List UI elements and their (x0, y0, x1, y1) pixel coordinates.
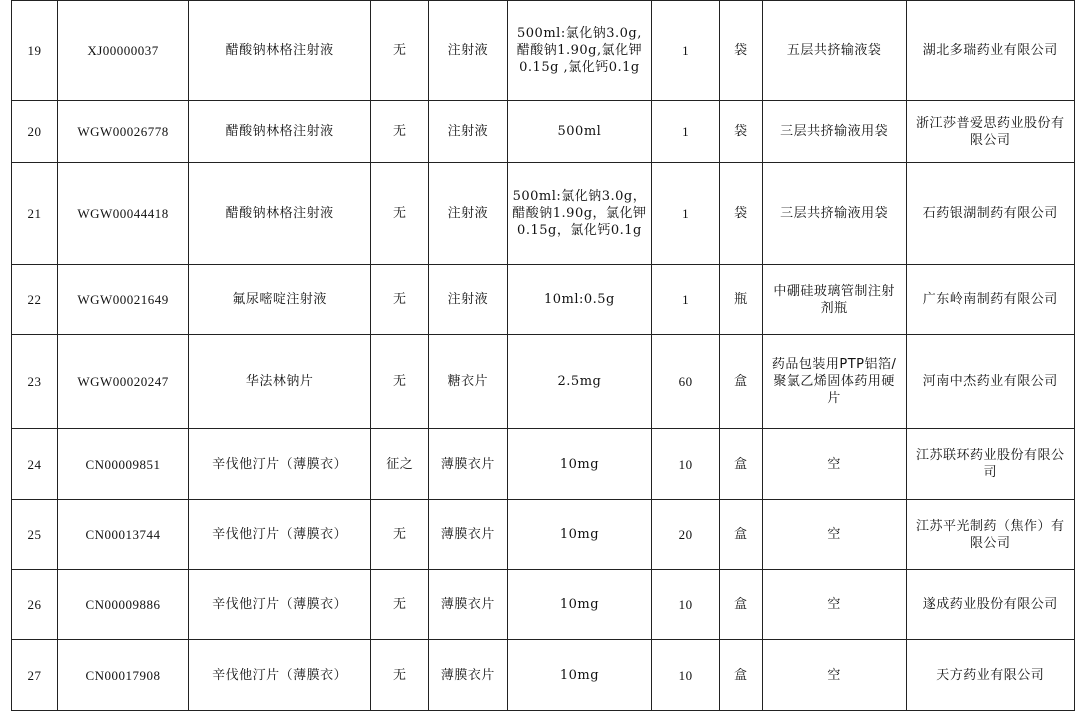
dosage-form-cell: 薄膜衣片 (429, 570, 507, 640)
drug-code-cell: WGW00026778 (58, 101, 189, 163)
trade-name-cell: 无 (371, 101, 429, 163)
unit-cell: 盒 (719, 429, 762, 500)
drug-name-cell: 辛伐他汀片（薄膜衣） (188, 570, 370, 640)
quantity-cell: 10 (652, 640, 720, 711)
packaging-cell: 空 (762, 500, 906, 570)
drug-catalog-table (11, 0, 1075, 711)
quantity-cell: 60 (652, 335, 720, 429)
unit-cell: 袋 (719, 101, 762, 163)
drug-name-cell: 醋酸钠林格注射液 (188, 101, 370, 163)
manufacturer-cell: 遂成药业股份有限公司 (906, 570, 1074, 640)
dosage-form-cell: 注射液 (429, 163, 507, 265)
specification-cell: 2.5mg (507, 335, 652, 429)
manufacturer-cell: 广东岭南制药有限公司 (906, 265, 1074, 335)
drug-name-cell: 醋酸钠林格注射液 (188, 163, 370, 265)
quantity-cell: 1 (652, 1, 720, 101)
dosage-form-cell: 注射液 (429, 265, 507, 335)
row-number-cell: 20 (12, 101, 58, 163)
unit-cell: 盒 (719, 500, 762, 570)
manufacturer-cell: 湖北多瑞药业有限公司 (906, 1, 1074, 101)
drug-code-cell: CN00009851 (58, 429, 189, 500)
specification-cell: 500ml (507, 101, 652, 163)
table-row (12, 500, 1075, 570)
table-row (12, 101, 1075, 163)
drug-name-cell: 辛伐他汀片（薄膜衣） (188, 500, 370, 570)
quantity-cell: 10 (652, 570, 720, 640)
drug-name-cell: 辛伐他汀片（薄膜衣） (188, 429, 370, 500)
quantity-cell: 1 (652, 101, 720, 163)
trade-name-cell: 无 (371, 570, 429, 640)
row-number-cell: 21 (12, 163, 58, 265)
drug-name-cell: 醋酸钠林格注射液 (188, 1, 370, 101)
table-row (12, 570, 1075, 640)
packaging-cell: 五层共挤输液袋 (762, 1, 906, 101)
manufacturer-cell: 浙江莎普爱思药业股份有限公司 (906, 101, 1074, 163)
unit-cell: 盒 (719, 570, 762, 640)
specification-cell: 10mg (507, 500, 652, 570)
dosage-form-cell: 薄膜衣片 (429, 500, 507, 570)
table-row (12, 1, 1075, 101)
row-number-cell: 27 (12, 640, 58, 711)
manufacturer-cell: 天方药业有限公司 (906, 640, 1074, 711)
row-number-cell: 23 (12, 335, 58, 429)
drug-code-cell: WGW00020247 (58, 335, 189, 429)
drug-name-cell: 氟尿嘧啶注射液 (188, 265, 370, 335)
packaging-cell: 空 (762, 570, 906, 640)
unit-cell: 瓶 (719, 265, 762, 335)
trade-name-cell: 无 (371, 163, 429, 265)
unit-cell: 盒 (719, 640, 762, 711)
manufacturer-cell: 石药银湖制药有限公司 (906, 163, 1074, 265)
packaging-cell: 空 (762, 640, 906, 711)
dosage-form-cell: 薄膜衣片 (429, 640, 507, 711)
specification-cell: 500ml:氯化钠3.0g,醋酸钠1.90g,氯化钾0.15g ,氯化钙0.1g (507, 1, 652, 101)
row-number-cell: 26 (12, 570, 58, 640)
quantity-cell: 1 (652, 265, 720, 335)
row-number-cell: 19 (12, 1, 58, 101)
specification-cell: 10mg (507, 640, 652, 711)
row-number-cell: 25 (12, 500, 58, 570)
drug-code-cell: CN00013744 (58, 500, 189, 570)
specification-cell: 10mg (507, 429, 652, 500)
drug-code-cell: WGW00044418 (58, 163, 189, 265)
manufacturer-cell: 江苏平光制药（焦作）有限公司 (906, 500, 1074, 570)
packaging-cell: 中硼硅玻璃管制注射剂瓶 (762, 265, 906, 335)
trade-name-cell: 无 (371, 265, 429, 335)
table-row (12, 163, 1075, 265)
drug-name-cell: 辛伐他汀片（薄膜衣） (188, 640, 370, 711)
packaging-cell: 空 (762, 429, 906, 500)
quantity-cell: 20 (652, 500, 720, 570)
drug-code-cell: CN00009886 (58, 570, 189, 640)
specification-cell: 10mg (507, 570, 652, 640)
row-number-cell: 22 (12, 265, 58, 335)
drug-name-cell: 华法林钠片 (188, 335, 370, 429)
drug-code-cell: WGW00021649 (58, 265, 189, 335)
drug-code-cell: CN00017908 (58, 640, 189, 711)
drug-code-cell: XJ00000037 (58, 1, 189, 101)
unit-cell: 袋 (719, 1, 762, 101)
dosage-form-cell: 注射液 (429, 1, 507, 101)
trade-name-cell: 无 (371, 640, 429, 711)
dosage-form-cell: 薄膜衣片 (429, 429, 507, 500)
specification-cell: 10ml:0.5g (507, 265, 652, 335)
trade-name-cell: 无 (371, 500, 429, 570)
dosage-form-cell: 注射液 (429, 101, 507, 163)
quantity-cell: 10 (652, 429, 720, 500)
unit-cell: 袋 (719, 163, 762, 265)
table-row (12, 429, 1075, 500)
packaging-cell: 三层共挤输液用袋 (762, 101, 906, 163)
quantity-cell: 1 (652, 163, 720, 265)
dosage-form-cell: 糖衣片 (429, 335, 507, 429)
table-row (12, 265, 1075, 335)
table-body (12, 1, 1075, 711)
row-number-cell: 24 (12, 429, 58, 500)
packaging-cell: 三层共挤输液用袋 (762, 163, 906, 265)
manufacturer-cell: 江苏联环药业股份有限公司 (906, 429, 1074, 500)
trade-name-cell: 无 (371, 335, 429, 429)
packaging-cell: 药品包装用PTP铝箔/聚氯乙烯固体药用硬片 (762, 335, 906, 429)
manufacturer-cell: 河南中杰药业有限公司 (906, 335, 1074, 429)
trade-name-cell: 征之 (371, 429, 429, 500)
trade-name-cell: 无 (371, 1, 429, 101)
table-row (12, 640, 1075, 711)
specification-cell: 500ml:氯化钠3.0g，醋酸钠1.90g，氯化钾0.15g，氯化钙0.1g (507, 163, 652, 265)
unit-cell: 盒 (719, 335, 762, 429)
table-row (12, 335, 1075, 429)
